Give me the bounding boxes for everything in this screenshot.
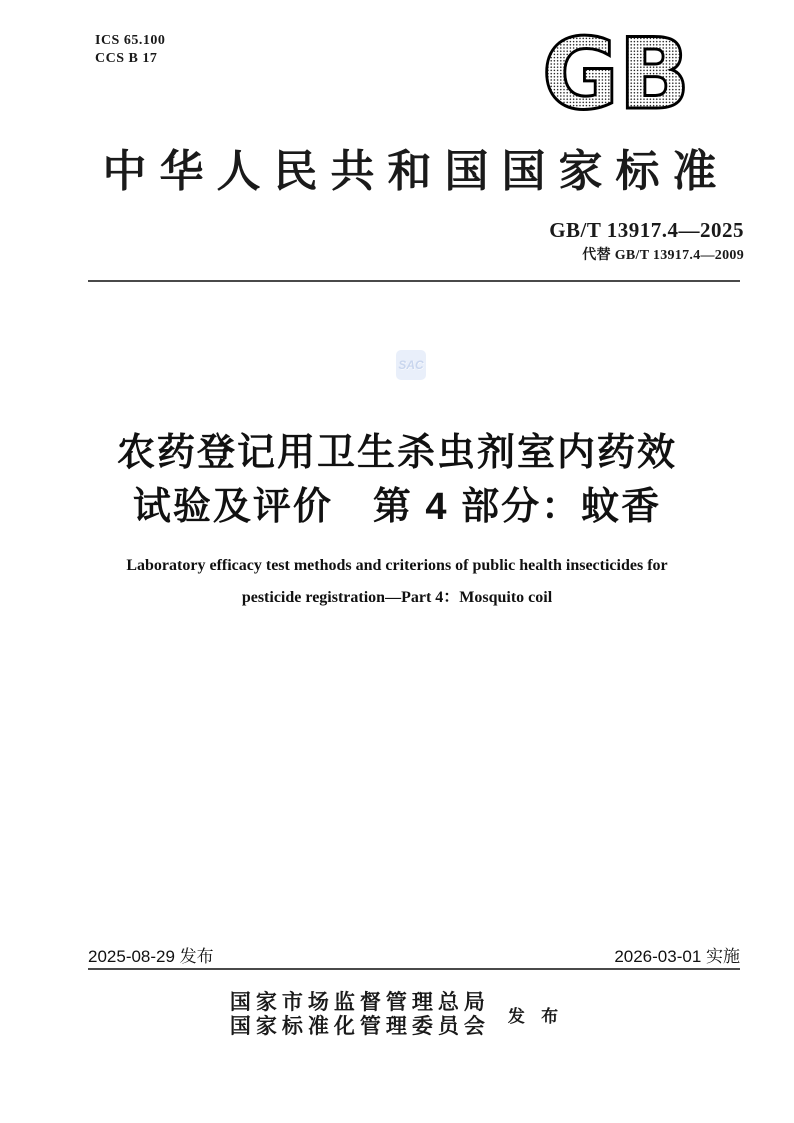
standard-number: GB/T 13917.4—2025 bbox=[549, 218, 744, 242]
document-title-en-line2: pesticide registration—Part 4：Mosquito coil bbox=[241, 589, 553, 606]
document-title-cn-line2: 试验及评价 第 4 部分：蚊香 bbox=[132, 486, 662, 528]
document-title-chinese bbox=[0, 426, 794, 534]
document-title-en-line1: Laboratory efficacy test methods and criterions of public health insecticides for bbox=[126, 557, 668, 574]
publisher-line2: 国家标准化管理委员会 bbox=[229, 1014, 490, 1038]
gb-logo-letters: GB bbox=[542, 24, 690, 116]
publisher-line1: 国家市场监督管理总局 bbox=[229, 990, 490, 1014]
standard-number-block bbox=[549, 218, 744, 264]
date-row bbox=[88, 942, 740, 967]
replaced-standard: 代替 GB/T 13917.4—2009 bbox=[582, 248, 744, 263]
publisher-block bbox=[0, 990, 794, 1038]
ics-code: ICS 65.100 bbox=[95, 33, 166, 48]
header-divider bbox=[88, 280, 740, 282]
ccs-code: CCS B 17 bbox=[95, 51, 158, 66]
document-title-english bbox=[60, 550, 734, 614]
gb-logo-icon bbox=[540, 24, 692, 116]
national-standard-title: 中华人民共和国国家标准 bbox=[102, 147, 730, 196]
publisher-names bbox=[230, 990, 490, 1038]
footer-divider bbox=[88, 968, 740, 970]
sac-watermark-text: SAC bbox=[398, 358, 424, 372]
document-title-cn-line1: 农药登记用卫生杀虫剂室内药效 bbox=[116, 432, 677, 474]
publish-label: 发 布 bbox=[507, 1006, 565, 1026]
sac-watermark bbox=[396, 350, 426, 380]
implementation-date: 2026-03-01 实施 bbox=[614, 947, 740, 966]
classification-codes bbox=[95, 32, 165, 68]
issue-date: 2025-08-29 发布 bbox=[88, 947, 214, 966]
